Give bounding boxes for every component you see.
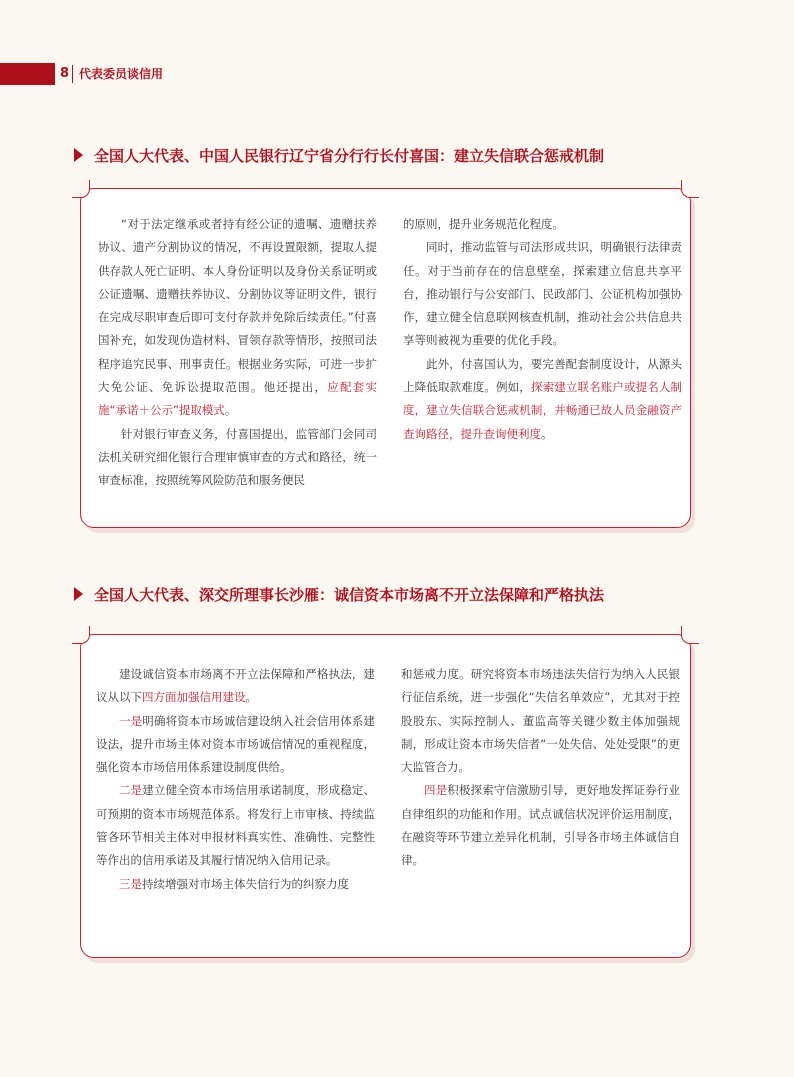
body-text: 积极探索守信激励引导，更好地发挥证券行业自律组织的功能和作用。试点诚信状况评价运用制度，在融资等环节建立差异化机制，引导各市场主体诚信自律。 — [401, 783, 681, 868]
paragraph — [96, 779, 375, 872]
section1-card — [80, 188, 691, 528]
highlighted-text: 应配套实施“承诺＋公示”提取模式 — [98, 380, 378, 418]
highlighted-text: 探索建立联名账户或提名人制度，建立失信联合惩戒机制，并畅通已故人员金融资产查询路径，提升查询便利度 — [403, 380, 683, 441]
section2-card — [80, 634, 691, 958]
section1-right-column — [403, 213, 682, 446]
paragraph — [98, 423, 377, 493]
paragraph — [96, 710, 375, 780]
triangle-bullet-icon — [74, 148, 83, 162]
section1-heading — [74, 145, 604, 167]
body-text: 此外，付喜国认为，要完善配套制度设计，从源头上降低取款难度。例如， — [403, 356, 682, 395]
highlighted-text: 四方面加强信用建设 — [142, 690, 246, 705]
paragraph — [403, 213, 682, 236]
section2-heading — [74, 584, 604, 606]
body-text: 。 — [541, 426, 553, 441]
highlighted-text: 一是 — [119, 713, 143, 728]
paragraph — [403, 353, 682, 446]
body-text: 和惩戒力度。研究将资本市场违法失信行为纳入人民银行征信系统，进一步强化“失信名单效应”，尤其对于控股股东、实际控制人、董监高等关键少数主体加强规制，形成让资本市场失信者“一处失信、处处受限”的更大监管合力。 — [401, 667, 680, 775]
section-label: 代表委员谈信用 — [79, 67, 164, 81]
section1-left-column — [98, 213, 377, 493]
section2-right-column — [401, 663, 680, 873]
triangle-bullet-icon — [74, 587, 83, 601]
section2-left-column — [96, 663, 375, 896]
paragraph — [96, 663, 375, 710]
body-text: 针对银行审查义务，付喜国提出，监管部门会同司法机关研究细化银行合理审慎审查的方式和路径，统一审查标准，按照统筹风险防范和服务便民 — [98, 426, 377, 488]
body-text: 持续增强对市场主体失信行为的纠察力度 — [142, 876, 349, 891]
body-text: 建设诚信资本市场离不开立法保障和严格执法，建议从以下 — [96, 667, 375, 705]
highlighted-text: 三是 — [119, 876, 142, 891]
corner-notch-right — [681, 180, 699, 198]
paragraph — [98, 213, 377, 423]
paragraph — [401, 663, 680, 779]
header-red-bar — [0, 63, 55, 85]
highlighted-text: 二是 — [119, 783, 143, 798]
body-text: 的原则，提升业务规范化程度。 — [403, 217, 564, 231]
header-divider — [72, 65, 73, 83]
body-text: “对于法定继承或者持有经公证的遗嘱、遗赠扶养协议、遗产分割协议的情况，不再设置限额，提取人提供存款人死亡证明、本人身份证明以及身份关系证明或公证遗嘱、遗赠扶养协议、分割协议等证明文件，银行在完成尽职审查后即可支付存款并免除后续责任。”付喜国补充，如发现伪造材料、冒领存款等情形，按照司法程序追究民事、刑事责任。根据业务实际，可进一步扩大免公证、免诉讼提取范围。他还提出， — [98, 217, 377, 395]
body-text: 。 — [245, 690, 257, 705]
body-text: 明确将资本市场诚信建设纳入社会信用体系建设法，提升市场主体对资本市场诚信情况的重视程度，强化资本市场信用体系建设制度供给。 — [96, 713, 376, 775]
body-text: 。 — [224, 403, 237, 418]
paragraph — [401, 779, 680, 872]
corner-notch-left — [72, 180, 90, 198]
body-text: 建立健全资本市场信用承诺制度，形成稳定、可预期的资本市场规范体系。将发行上市审核、持续监管各环节相关主体对申报材料真实性、准确性、完整性等作出的信用承诺及其履行情况纳入信用记录。 — [96, 783, 376, 868]
corner-notch-left — [72, 626, 90, 644]
highlighted-text: 四是 — [424, 783, 448, 798]
paragraph — [96, 873, 375, 896]
page-number: 8 — [60, 66, 70, 81]
paragraph — [403, 236, 682, 352]
section1-title: 全国人大代表、中国人民银行辽宁省分行行长付喜国：建立失信联合惩戒机制 — [94, 147, 605, 165]
corner-notch-right — [681, 626, 699, 644]
section2-title: 全国人大代表、深交所理事长沙雁：诚信资本市场离不开立法保障和严格执法 — [94, 586, 605, 604]
body-text: 同时，推动监管与司法形成共识，明确银行法律责任。对于当前存在的信息壁垒，探索建立信息共享平台，推动银行与公安部门、民政部门、公证机构加强协作，建立健全信息联网核查机制，推动社会公共信息共享等则被视为重要的优化手段。 — [403, 240, 682, 348]
